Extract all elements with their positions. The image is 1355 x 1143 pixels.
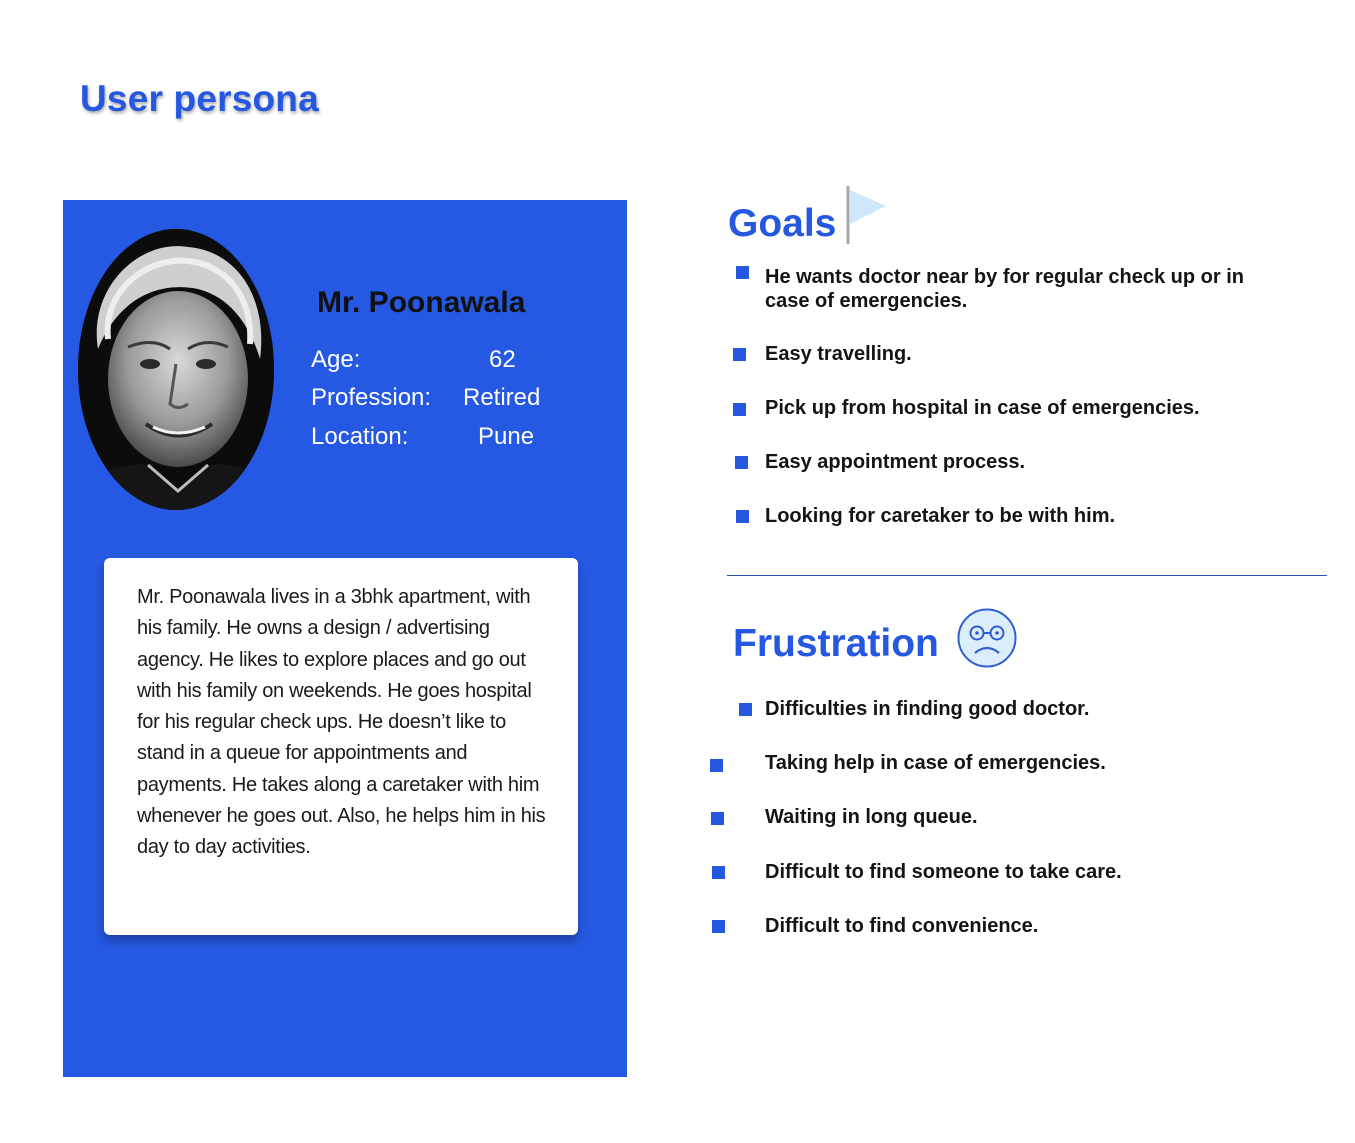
frustration-item: Difficult to find someone to take care. [765, 861, 1122, 883]
section-divider [727, 575, 1327, 576]
frustration-bullet [712, 866, 725, 879]
goal-bullet [736, 510, 749, 523]
persona-avatar [78, 229, 274, 510]
frustration-title: Frustration [733, 622, 939, 665]
frustration-item: Difficult to find convenience. [765, 915, 1039, 937]
sad-face-icon [956, 607, 1018, 669]
frustration-item: Difficulties in finding good doctor. [765, 698, 1090, 720]
frustration-bullet [712, 920, 725, 933]
flag-icon [844, 184, 890, 246]
frustration-bullet [711, 812, 724, 825]
goal-item: He wants doctor near by for regular check up or in case of emergencies. [765, 266, 1244, 312]
goal-bullet [733, 348, 746, 361]
goal-item: Easy appointment process. [765, 451, 1026, 473]
goal-bullet [735, 456, 748, 469]
profession-value: Retired [463, 384, 541, 411]
age-value: 62 [489, 346, 516, 373]
profession-label: Profession: [311, 384, 432, 411]
goals-title: Goals [728, 202, 837, 245]
frustration-bullet [710, 759, 723, 772]
frustration-item: Taking help in case of emergencies. [765, 752, 1106, 774]
frustration-bullet [739, 703, 752, 716]
persona-bio: Mr. Poonawala lives in a 3bhk apartment, with his family. He owns a design / advertising agency. He likes to explore places and go out with his family on weekends. He goes hospital for his regular check ups. He doesn’t like to stand in a queue for appointments and payments. He takes along a caretaker with him whenever he goes out. Also, he helps him in his day to day activities. [137, 586, 546, 859]
persona-name: Mr. Poonawala [317, 286, 526, 319]
goal-bullet [733, 403, 746, 416]
page-title: User persona [80, 78, 319, 119]
persona-card [63, 200, 627, 1077]
goal-item: Easy travelling. [765, 343, 912, 365]
location-label: Location: [311, 423, 409, 450]
age-label: Age: [311, 346, 361, 373]
goal-item: Looking for caretaker to be with him. [765, 505, 1116, 527]
location-value: Pune [478, 423, 535, 450]
goal-bullet [736, 266, 749, 279]
frustration-item: Waiting in long queue. [765, 806, 978, 828]
persona-bio-box [104, 558, 578, 935]
goal-item: Pick up from hospital in case of emergencies. [765, 397, 1200, 419]
